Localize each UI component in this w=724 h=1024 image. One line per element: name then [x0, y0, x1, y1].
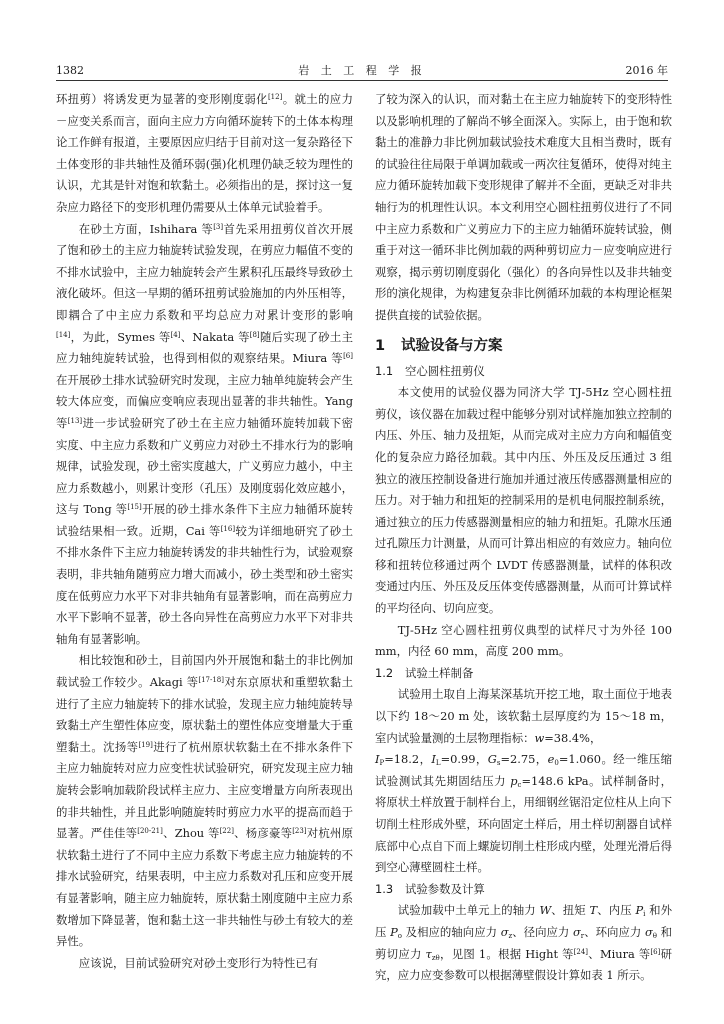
citation[interactable]: [4]: [170, 330, 181, 339]
citation[interactable]: [6]: [343, 352, 353, 361]
citation[interactable]: [20-21]: [137, 827, 163, 836]
page-header: [56, 63, 668, 79]
citation[interactable]: [14]: [56, 330, 71, 339]
paragraph: 相比较饱和砂土，目前国内外开展饱和黏土的非比例加载试验工作较少。Akagi 等[17-18]对东京原状和重塑软黏土进行了主应力轴旋转下的排水试验，发现主应力轴纯旋转导致黏土产生塑性体应变，原状黏土的塑性体应变增量大于重塑黏土。沈扬等[19]进行了杭州原状软黏土在不排水条件下主应力轴旋转对应力应变性状试验研究，研究发现主应力轴旋转会影响加载阶段试样主应力、主应变增量方向所表现出的非共轴性，并且此影响随旋转时剪应力水平的提高而趋于显著。严佳佳等[20-21]、Zhou 等[22]、杨彦豪等[23]对杭州原状软黏土进行了不同中主应力系数下考虑主应力轴旋转的不排水试验研究，结果表明，中主应力系数对孔压和应变开展有显著影响，随主应力轴旋转，原状黏土刚度随中主应力系数增加下降显著，饱和黏土这一非共轴性与砂土有较大的差异性。: [56, 653, 353, 949]
citation[interactable]: [19]: [138, 740, 153, 749]
citation[interactable]: [12]: [267, 93, 283, 101]
header-rule: [56, 80, 668, 81]
citation[interactable]: [23]: [292, 827, 307, 836]
right-column: [375, 89, 672, 987]
paragraph: 应该说，目前试验研究对砂土变形行为特性已有: [78, 955, 319, 970]
publication-year: 2016 年: [625, 64, 668, 77]
citation[interactable]: [13]: [67, 416, 83, 425]
citation[interactable]: [24]: [573, 947, 589, 956]
paragraph: 本文使用的试验仪器为同济大学 TJ-5Hz 空心圆柱扭剪仪，该仪器在加载过程中能够分别对试样施加独立控制的内压、外压、轴力及扭矩，从而完成对主应力方向和幅值变化的复杂应力路径加载。其中内压、外压及反压通过 3 组独立的液压控制设备进行施加并通过液压传感器测量相应的压力。对于轴力和扭矩的控制采用的是机电伺服控制系统，通过独立的压力传感器测量相应的轴力和扭矩。孔隙水压通过孔隙压力计测量，从而可计算出相应的有效应力。轴向位移和扭转位移通过两个 LVDT 传感器测量，试样的体积改变通过内压、外压及反压体变传感器测量，从而可计算试样的平均径向、切向应变。: [375, 385, 672, 616]
paragraph: 试验用土取自上海某深基坑开挖工地，取土面位于地表以下约 18～20 m 处，该软黏土层厚度约为 15～18 m，室内试验量测的土层物理指标：w=38.4%， $I_P=18.2$，$I_L=0.99$，$G_s=2.75$，$e_0=1.060$。经一维压缩试验测试其先期固结压力 $p_c=148.6$ kPa。试样制备时，将原状土样放置于制样台上，用细钢丝锯沿定位柱从上向下切削土柱形成外壁，环向固定土样后，用土样切割器自试样底部中心点自下而上螺旋切削土柱形成内壁，处理光滑后得到空心薄壁圆柱土样。: [375, 687, 673, 875]
paragraph: 在砂土方面，Ishihara 等[3]首先采用扭剪仪首次开展了饱和砂土的主应力轴旋转试验发现，在剪应力幅值不变的不排水试验中，主应力轴旋转会产生累积孔压最终导致砂土液化破坏。但这一早期的循环扭剪试验施加的内外压相等，即耦合了中主应力系数和平均总应力对累计变形的影响[14]，为此，Symes 等[4]、Nakata 等[8]随后实现了砂土主应力轴纯旋转试验，也得到相似的观察结果。Miura 等[6]在开展砂土排水试验研究时发现，主应力轴单纯旋转会产生较大体应变，而偏应变响应表现出显著的非共轴性。Yang 等[13]进一步试验研究了砂土在主应力轴循环旋转加载下密实度、中主应力系数和广义剪应力对砂土不排水行为的影响规律，试验发现，砂土密实度越大，广义剪应力越小，中主应力系数越小，则累计变形（孔压）及刚度弱化效应越小，这与 Tong 等[15]开展的砂土排水条件下主应力轴循环旋转试验结果相一致。近期，Cai 等[16]较为详细地研究了砂土不排水条件下主应力轴旋转诱发的非共轴性行为，试验观察表明，非共轴角随剪应力增大而减小，砂土类型和砂土密实度在低剪应力水平下对非共轴角有显著影响，而在高剪应力水平下影响不显著，砂土各向异性在高剪应力水平下对非共轴角有显著影响。: [56, 221, 353, 646]
paragraph: 试验加载中土单元上的轴力 W、扭矩 T、内压 $P_i$ 和外压 $P_o$ 及相应的轴向应力 $\sigma_z$、径向应力 $\sigma_r$、环向应力 $\sigma_\theta$ 和剪切应力 $\tau_{z\theta}$，见图 1。根据 Hight 等[24]、Miura 等[6]研究，应力应变参数可以根据薄壁假设计算如表 1 所示。: [375, 903, 673, 983]
journal-title: 岩 土 工 程 学 报: [298, 64, 426, 77]
paragraph: 环扭剪）将诱发更为显著的变形刚度弱化[12]。就土的应力－应变关系而言，面向主应力方向循环旋转下的土体本构理论工作鲜有报道，主要原因应归结于目前对这一复杂路径下土体变形的非共轴性及循环弱(强)化机理仍缺乏较为理性的认识，尤其是针对饱和软黏土。必须指出的是，探讨这一复杂应力路径下的变形机理仍需要从土体单元试验着手。: [56, 92, 353, 214]
citation[interactable]: [16]: [220, 524, 236, 533]
citation[interactable]: [8]: [249, 330, 260, 339]
subsection-heading: 1.2 试验土样制备: [375, 665, 474, 680]
citation[interactable]: [6]: [650, 947, 661, 956]
citation[interactable]: [15]: [127, 503, 142, 512]
citation[interactable]: [3]: [213, 222, 224, 231]
section-heading: 1 试验设备与方案: [375, 337, 503, 354]
paragraph: 了较为深入的认识，而对黏土在主应力轴旋转下的变形特性以及影响机理的了解尚不够全面深入。实际上，由于饱和软黏土的准静力非比例加载试验技术难度大且相当费时，既有的试验往往局限于单调加载或一两次往复循环，使得对纯主应力循环旋转加载下变形规律了解并不全面，更缺乏对非共轴行为的机理性认识。本文利用空心圆柱扭剪仪进行了不同中主应力系数和广义剪应力下的主应力轴循环旋转试验，侧重于对这一循环非比例加载的两种剪切应力－应变响应进行观察，揭示剪切刚度弱化（强化）的各向异性以及非共轴变形的演化规律，为构建复杂非比例循环加载的本构理论框架提供直接的试验依据。: [375, 92, 672, 322]
subsection-heading: 1.3 试验参数及计算: [375, 881, 485, 896]
citation[interactable]: [17-18]: [198, 676, 224, 685]
subsection-heading: 1.1 空心圆柱扭剪仪: [375, 363, 485, 378]
paragraph: TJ-5Hz 空心圆柱扭剪仪典型的试样尺寸为外径 100 mm，内径 60 mm，高度 200 mm。: [375, 622, 672, 659]
left-column: [56, 89, 353, 974]
citation[interactable]: [22]: [219, 827, 234, 836]
page-number: 1382: [56, 64, 84, 77]
